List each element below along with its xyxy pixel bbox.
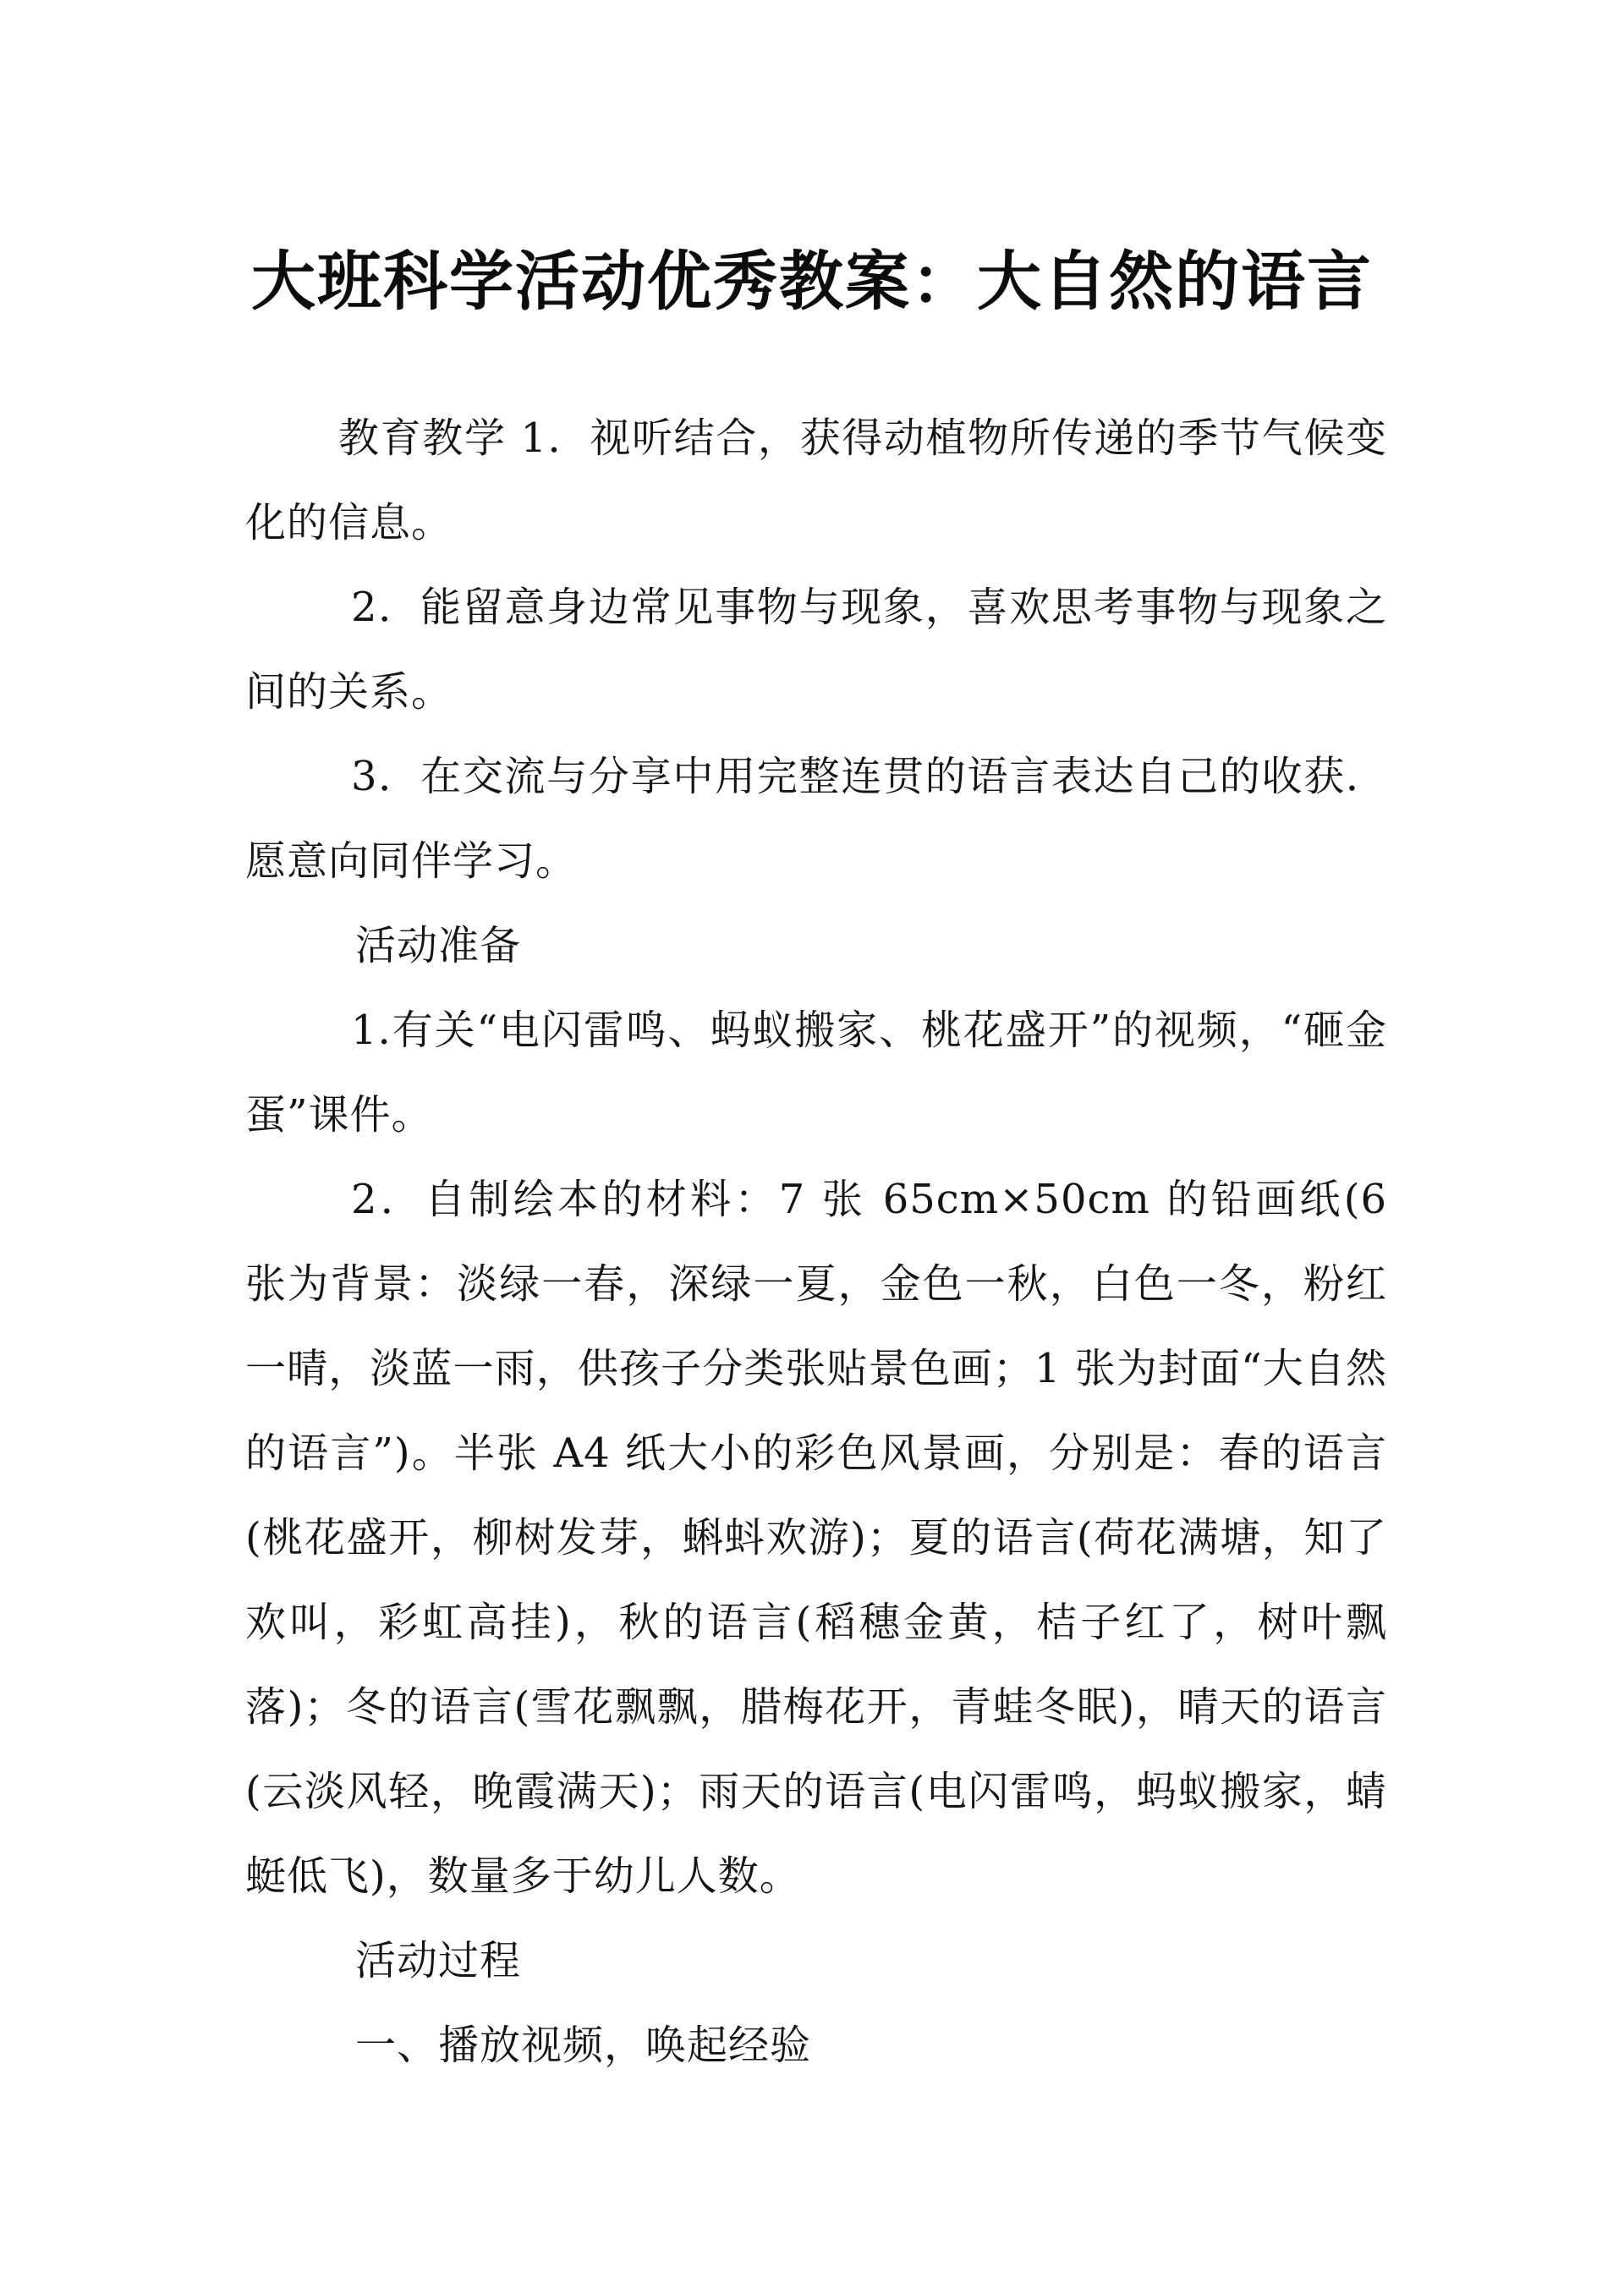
page-title: 大班科学活动优秀教案：大自然的语言 [251, 243, 1373, 319]
section-heading-step-1: 一、播放视频，唤起经验 [355, 2022, 812, 2069]
document-body [245, 396, 1387, 2088]
paragraph-objective-1: 教育教学 1．视听结合，获得动植物所传递的季节气候变化的信息。 [245, 414, 1387, 546]
section-heading-process: 活动过程 [355, 1937, 522, 1984]
paragraph-preparation-1: 1.有关“电闪雷鸣、蚂蚁搬家、桃花盛开”的视频，“砸金蛋”课件。 [245, 1007, 1387, 1139]
paragraph-objective-2: 2．能留意身边常见事物与现象，喜欢思考事物与现象之间的关系。 [245, 584, 1387, 716]
paragraph-preparation-2: 2．自制绘本的材料：7 张 65cm×50cm 的铅画纸(6 张为背景：淡绿一春，深绿一夏，金色一秋，白色一冬，粉红一晴，淡蓝一雨，供孩子分类张贴景色画；1 张为封面“大自然的语言”)。半张 A4 纸大小的彩色风景画，分别是：春的语言(桃花盛开，柳树发芽，蝌蚪欢游)；夏的语言(荷花满塘，知了欢叫，彩虹高挂)，秋的语言(稻穗金黄，桔子红了，树叶飘落)；冬的语言(雪花飘飘，腊梅花开，青蛙冬眠)，晴天的语言(云淡风轻，晚霞满天)；雨天的语言(电闪雷鸣，蚂蚁搬家，蜻蜓低飞)，数量多于幼儿人数。 [245, 1176, 1387, 1900]
section-heading-preparation: 活动准备 [355, 922, 522, 969]
paragraph-objective-3: 3．在交流与分享中用完整连贯的语言表达自己的收获．愿意向同伴学习。 [245, 753, 1387, 885]
